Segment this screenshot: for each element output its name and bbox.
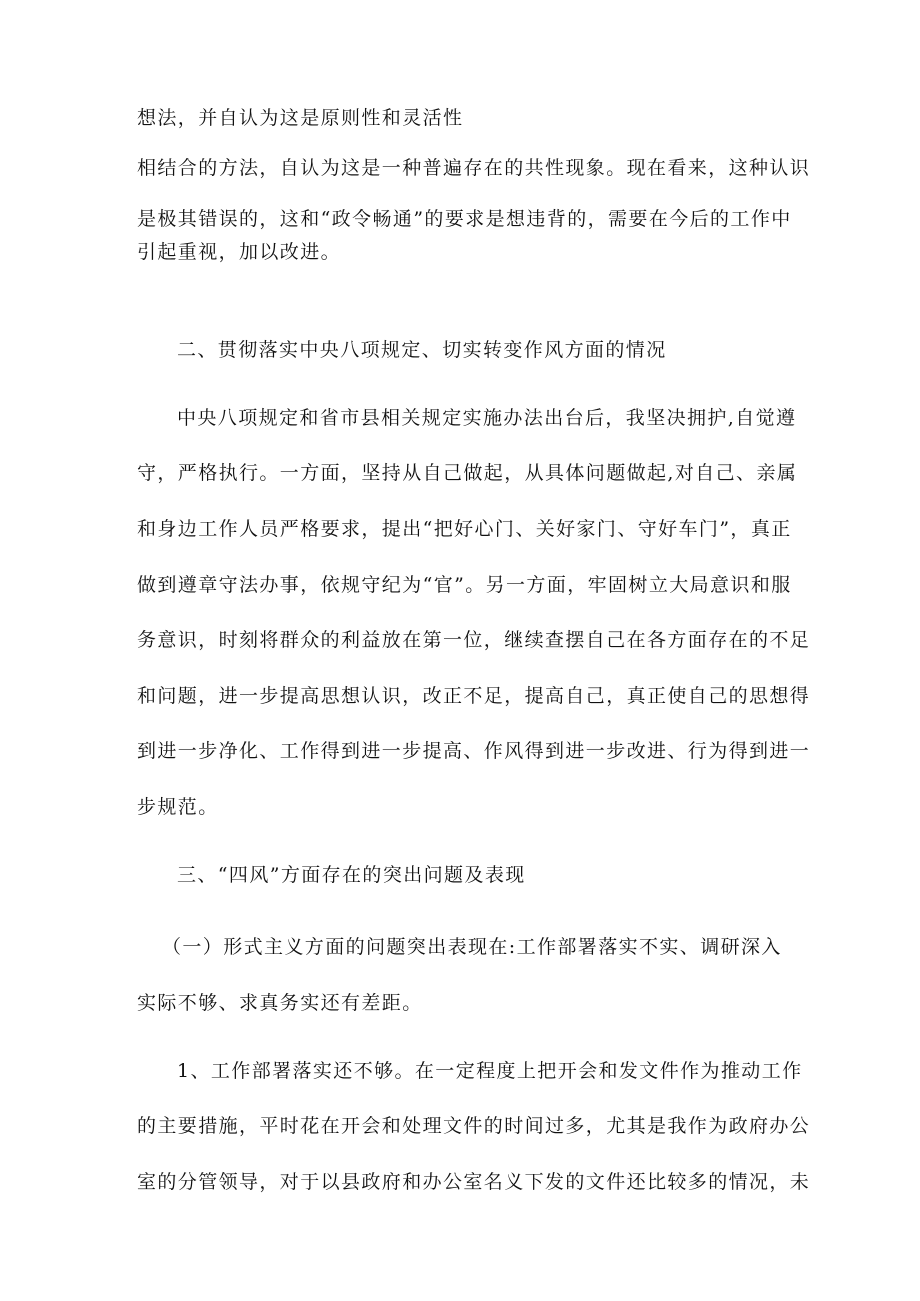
text-line: 想法，并自认为这是原则性和灵活性 <box>137 107 464 129</box>
text-line: 相结合的方法，自认为这是一种普遍存在的共性现象。现在看来，这种认识 <box>137 157 811 179</box>
text-line: 守，严格执行。一方面，坚持从自己做起，从具体问题做起,对自己、亲属 <box>137 462 798 484</box>
text-line: 引起重视，加以改进。 <box>137 241 342 263</box>
text-line: 到进一步净化、工作得到进一步提高、作风得到进一步改进、行为得到进一 <box>137 740 811 762</box>
text-line: 务意识，时刻将群众的利益放在第一位，继续查摆自己在各方面存在的不足 <box>137 629 811 651</box>
text-line: 步规范。 <box>137 796 219 818</box>
section-heading: 三、“四风”方面存在的突出问题及表现 <box>177 864 526 886</box>
text-line: 1、工作部署落实还不够。在一定程度上把开会和发文件作为推动工作 <box>177 1060 803 1082</box>
text-line: 是极其错误的，这和“政令畅通”的要求是想违背的，需要在今后的工作中 <box>137 208 792 230</box>
text-line: 中央八项规定和省市县相关规定实施办法出台后，我坚决拥护,自觉遵 <box>177 407 797 429</box>
text-line: 的主要措施，平时花在开会和处理文件的时间过多，尤其是我作为政府办公 <box>137 1115 811 1137</box>
text-line: 和问题，进一步提高思想认识，改正不足，提高自己，真正使自己的思想得 <box>137 685 811 707</box>
subsection-heading: （一）形式主义方面的问题突出表现在:工作部署落实不实、调研深入 <box>162 936 782 958</box>
text-line: 实际不够、求真务实还有差距。 <box>137 992 423 1014</box>
text-line: 和身边工作人员严格要求，提出“把好心门、关好家门、守好车门”，真正 <box>137 518 792 540</box>
text-line: 室的分管领导，对于以县政府和办公室名义下发的文件还比较多的情况，未 <box>137 1171 811 1193</box>
text-line: 做到遵章守法办事，依规守纪为“官”。另一方面，牢固树立大局意识和服 <box>137 574 792 596</box>
section-heading: 二、贯彻落实中央八项规定、切实转变作风方面的情况 <box>177 339 667 361</box>
